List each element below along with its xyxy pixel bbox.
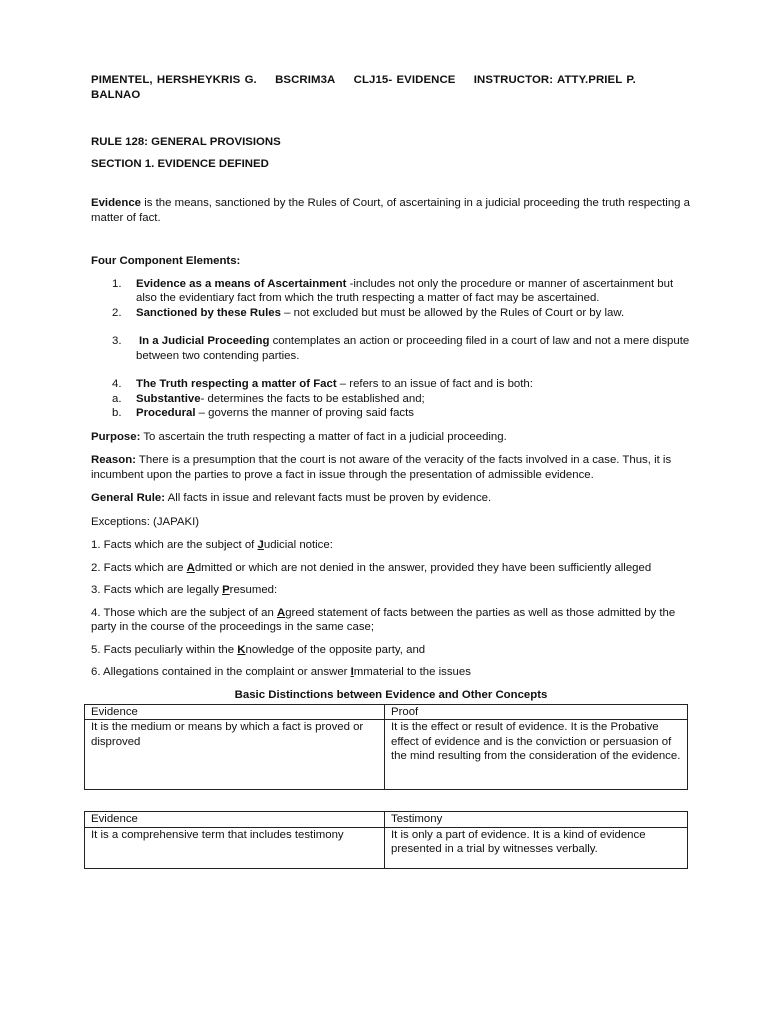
list-item xyxy=(91,334,691,363)
section-title: SECTION 1. EVIDENCE DEFINED xyxy=(91,157,269,170)
sub-list-item xyxy=(91,392,691,407)
table-header-cell: Proof xyxy=(385,705,688,720)
list-item-number: 2. xyxy=(112,306,122,319)
exception-letter: K xyxy=(237,643,246,656)
definition-text: is the means, sanctioned by the Rules of Court, of ascertaining in a judicial proceeding the truth respecting a matter of fact. xyxy=(91,197,690,224)
general-rule-paragraph xyxy=(91,491,691,506)
subject-code: CLJ15- EVIDENCE xyxy=(353,74,456,86)
list-item xyxy=(91,277,691,306)
exception-text: udicial notice: xyxy=(263,539,333,551)
exceptions-list xyxy=(91,538,691,680)
list-item-term: In a Judicial Proceeding xyxy=(139,335,270,347)
list-item-text: – not excluded but must be allowed by the Rules of Court or by law. xyxy=(280,306,625,319)
list-item xyxy=(91,377,691,392)
table-cell: It is only a part of evidence. It is a kind of evidence presented in a trial by witnesses verbally. xyxy=(385,827,688,868)
sub-list-item-letter: a. xyxy=(112,392,122,405)
exception-text: greed statement of facts between the parties as well as those admitted by the party in the course of the proceedings in the same case; xyxy=(91,606,676,633)
exception-text: resumed: xyxy=(229,584,278,596)
table-cell: It is a comprehensive term that includes testimony xyxy=(85,827,385,868)
sub-list-item-letter: b. xyxy=(112,407,122,419)
purpose-paragraph xyxy=(91,430,691,445)
list-item xyxy=(91,306,691,321)
elements-heading: Four Component Elements: xyxy=(91,255,241,267)
exception-text: 6. Allegations contained in the complaint or answer xyxy=(91,666,351,678)
document-header xyxy=(91,73,691,102)
exception-text: 1. Facts which are the subject of xyxy=(91,539,258,551)
reason-paragraph xyxy=(91,453,691,482)
reason-label: Reason: xyxy=(91,454,136,466)
list-item-number: 3. xyxy=(112,335,122,347)
sub-list-item-term: Procedural xyxy=(136,407,196,419)
list-item-number: 4. xyxy=(112,378,122,390)
exceptions-heading: Exceptions: (JAPAKI) xyxy=(91,515,200,528)
sub-list-item-text: - determines the facts to be established and; xyxy=(200,392,425,405)
exception-item xyxy=(91,665,691,680)
table-header-cell: Evidence xyxy=(85,812,385,827)
list-item-term: The Truth respecting a matter of Fact xyxy=(136,378,337,390)
table-header-row xyxy=(85,812,688,827)
exception-text: 4. Those which are the subject of an xyxy=(91,606,277,619)
exception-text: dmitted or which are not denied in the answer, provided they have been sufficiently alleged xyxy=(194,561,652,574)
exception-letter: J xyxy=(257,539,264,551)
exception-letter: P xyxy=(222,584,230,596)
table-header-row xyxy=(85,705,688,720)
rule-title: RULE 128: GENERAL PROVISIONS xyxy=(91,136,281,148)
exception-text: mmaterial to the issues xyxy=(353,666,471,678)
purpose-label: Purpose: xyxy=(91,430,141,443)
document-page xyxy=(91,73,691,869)
sub-list-item-term: Substantive xyxy=(136,392,201,405)
evidence-definition xyxy=(91,196,691,225)
definition-term: Evidence xyxy=(91,197,142,209)
table-cell: It is the medium or means by which a fact is proved or disproved xyxy=(85,720,385,790)
exception-item xyxy=(91,606,691,635)
exception-letter: I xyxy=(350,666,354,678)
exception-text: 2. Facts which are xyxy=(91,561,187,574)
sub-list-item xyxy=(91,406,691,421)
purpose-text: To ascertain the truth respecting a matter of fact in a judicial proceeding. xyxy=(140,430,507,443)
exception-item xyxy=(91,643,691,658)
table-row xyxy=(85,827,688,868)
list-item-text: -includes not only the procedure or manner of ascertainment but also the evidentiary fact from which the truth respecting a matter of fact may be ascertained. xyxy=(136,277,674,304)
table-row xyxy=(85,720,688,790)
list-item-text: – refers to an issue of fact and is both: xyxy=(336,378,533,390)
list-item-text: contemplates an action or proceeding filed in a court of law and not a mere dispute between two contending parties. xyxy=(136,335,690,362)
exception-text: nowledge of the opposite party, and xyxy=(245,643,426,656)
evidence-testimony-table xyxy=(84,811,688,868)
instructor-name: INSTRUCTOR: ATTY.PRIEL P. BALNAO xyxy=(91,74,636,101)
student-name: PIMENTEL, HERSHEYKRIS G. xyxy=(91,74,257,86)
list-item-term: Evidence as a means of Ascertainment xyxy=(136,277,347,290)
exception-item xyxy=(91,538,691,553)
exception-text: 5. Facts peculiarly within the xyxy=(91,643,238,656)
table-header-cell: Testimony xyxy=(385,812,688,827)
evidence-proof-table xyxy=(84,704,688,790)
list-item-term: Sanctioned by these Rules xyxy=(136,306,281,319)
general-rule-text: All facts in issue and relevant facts must be proven by evidence. xyxy=(165,492,492,504)
exception-text: 3. Facts which are legally xyxy=(91,584,223,596)
sub-list-item-text: – governs the manner of proving said facts xyxy=(195,407,414,419)
table-header-cell: Evidence xyxy=(85,705,385,720)
exception-item xyxy=(91,583,691,598)
list-item-number: 1. xyxy=(112,277,122,290)
general-rule-label: General Rule: xyxy=(91,492,166,504)
reason-text: There is a presumption that the court is not aware of the veracity of the facts involved in a case. Thus, it is incumbent upon the parties to prove a fact in issue through the presentation of admissible evidence. xyxy=(91,454,672,481)
exception-item xyxy=(91,561,691,576)
exception-letter: A xyxy=(186,561,195,574)
elements-list xyxy=(91,277,691,421)
tables-title: Basic Distinctions between Evidence and Other Concepts xyxy=(234,688,548,701)
exception-letter: A xyxy=(276,606,286,619)
table-cell: It is the effect or result of evidence. It is the Probative effect of evidence and is the conviction or persuasion of the mind resulting from the consideration of the evidence. xyxy=(385,720,688,790)
course-code: BSCRIM3A xyxy=(275,74,336,86)
